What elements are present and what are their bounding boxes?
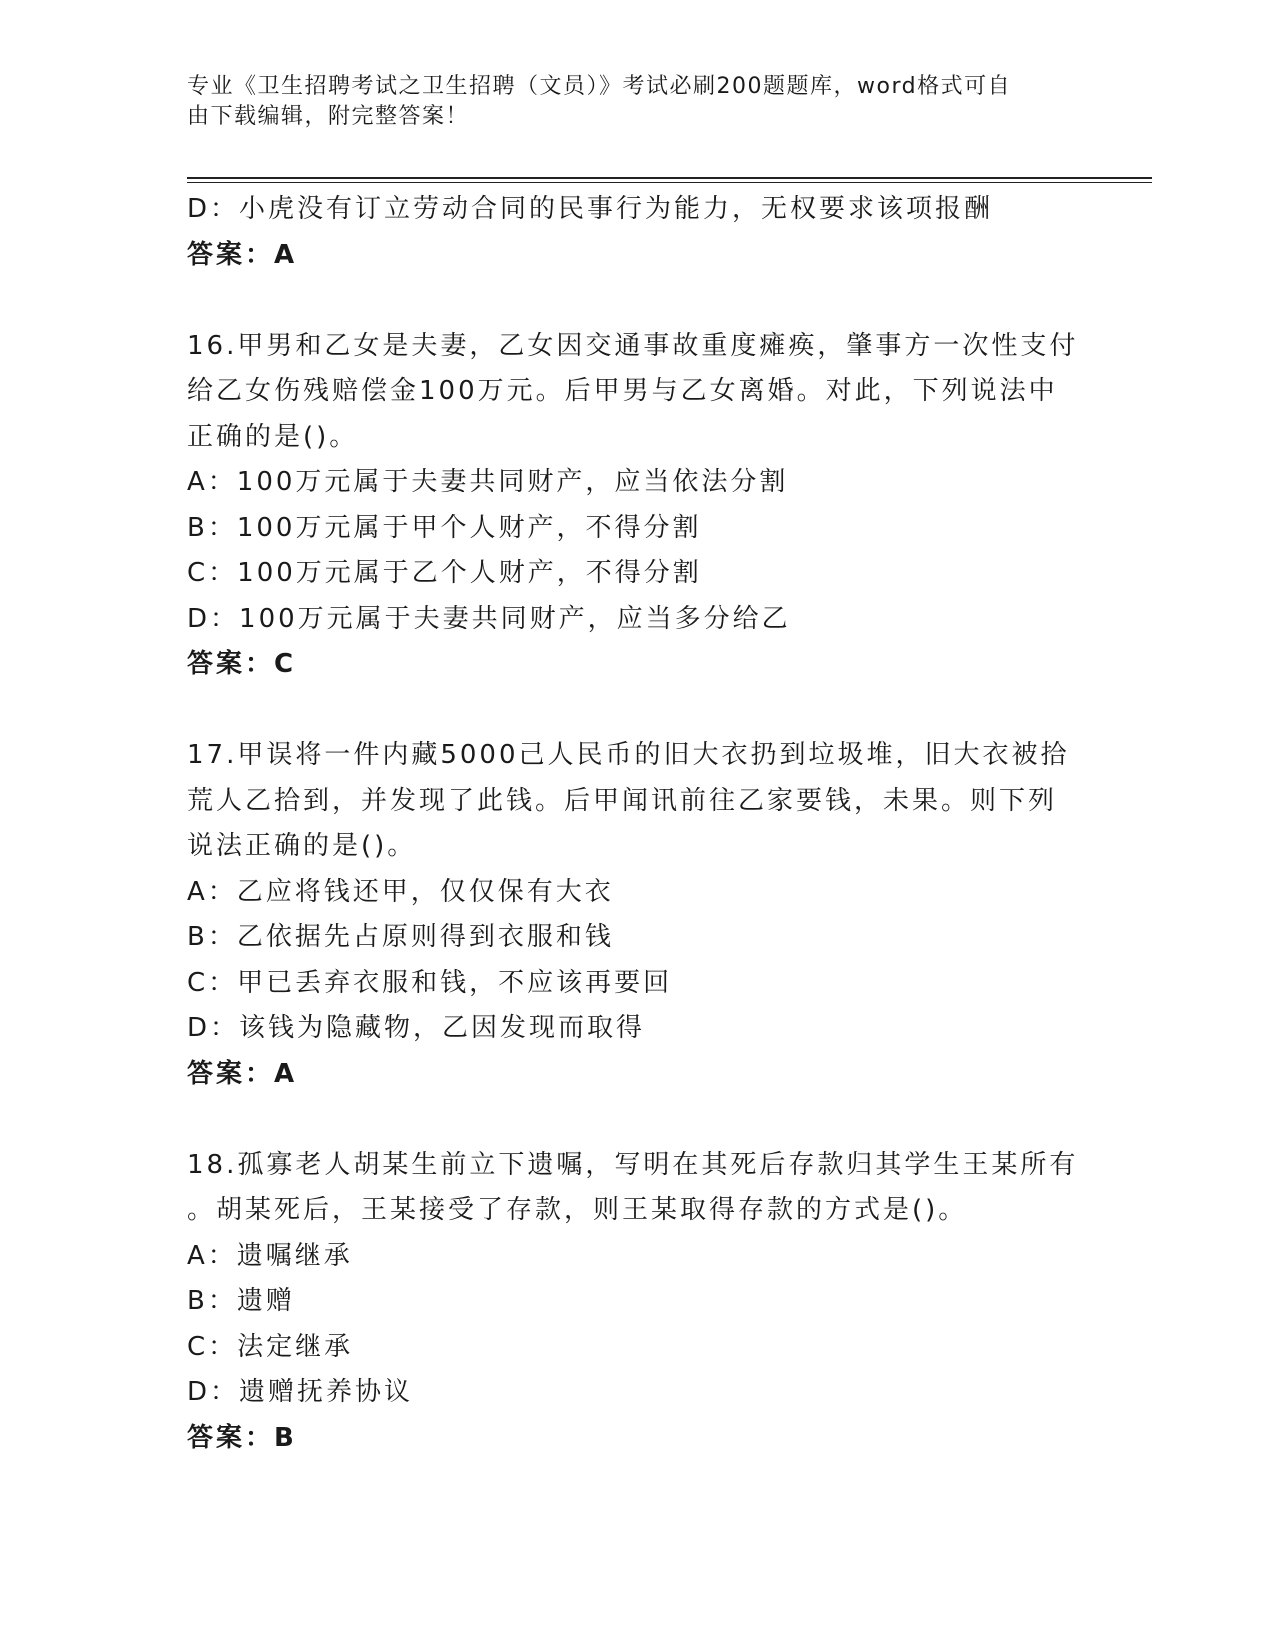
question-text-line: 16.甲男和乙女是夫妻，乙女因交通事故重度瘫痪，肇事方一次性支付 [187,330,1079,361]
question-text-line: 给乙女伤残赔偿金100万元。后甲男与乙女离婚。对此，下列说法中 [187,376,1058,406]
spacer [187,1097,1087,1143]
question-text-line: 17.甲误将一件内藏5000己人民币的旧大衣扔到垃圾堆，旧大衣被拾 [187,740,1070,770]
spacer [187,688,1087,734]
answer: 答案：C [187,649,297,679]
option-b: B：遗赠 [187,1286,295,1316]
option-a: A：100万元属于夫妻共同财产，应当依法分割 [187,467,789,497]
option-d: D：100万元属于夫妻共同财产，应当多分给乙 [187,603,791,634]
answer: 答案：A [187,1058,298,1089]
answer: 答案：B [187,1422,297,1453]
question-16 [187,324,1087,688]
question-18 [187,1143,1087,1462]
question-text-line: 18.孤寡老人胡某生前立下遗嘱，写明在其死后存款归其学生王某所有 [187,1149,1079,1180]
option-c: C：法定继承 [187,1331,354,1362]
spacer [187,278,1087,324]
option-d: D：该钱为隐藏物，乙因发现而取得 [187,1013,646,1043]
question-text-line: 正确的是()。 [187,421,359,452]
question-text-line: 说法正确的是()。 [187,831,417,861]
header-divider-thick [187,177,1152,179]
header-divider-thin [187,182,1152,183]
option-a: A：乙应将钱还甲，仅仅保有大衣 [187,876,614,907]
option-a: A：遗嘱继承 [187,1240,353,1271]
question-17 [187,733,1087,1097]
question-text-line: 荒人乙拾到，并发现了此钱。后甲闻讯前往乙家要钱，未果。则下列 [187,785,1058,816]
header-line-1: 专业《卫生招聘考试之卫生招聘（文员）》考试必刷200题题库，word格式可自 [187,74,1012,99]
option-c: C：甲已丢弃衣服和钱，不应该再要回 [187,967,673,998]
question-text-line: 。胡某死后，王某接受了存款，则王某取得存款的方式是()。 [187,1195,968,1225]
document-body [187,187,1087,1461]
option-c: C：100万元属于乙个人财产，不得分割 [187,558,702,588]
header-line-2: 由下载编辑，附完整答案！ [187,104,470,129]
prev-option-d: D：小虎没有订立劳动合同的民事行为能力，无权要求该项报酬 [187,194,994,224]
document-header [187,72,1067,132]
option-d: D：遗赠抚养协议 [187,1377,414,1407]
prev-answer: 答案：A [187,239,298,270]
option-b: B：乙依据先占原则得到衣服和钱 [187,922,614,952]
option-b: B：100万元属于甲个人财产，不得分割 [187,512,702,543]
